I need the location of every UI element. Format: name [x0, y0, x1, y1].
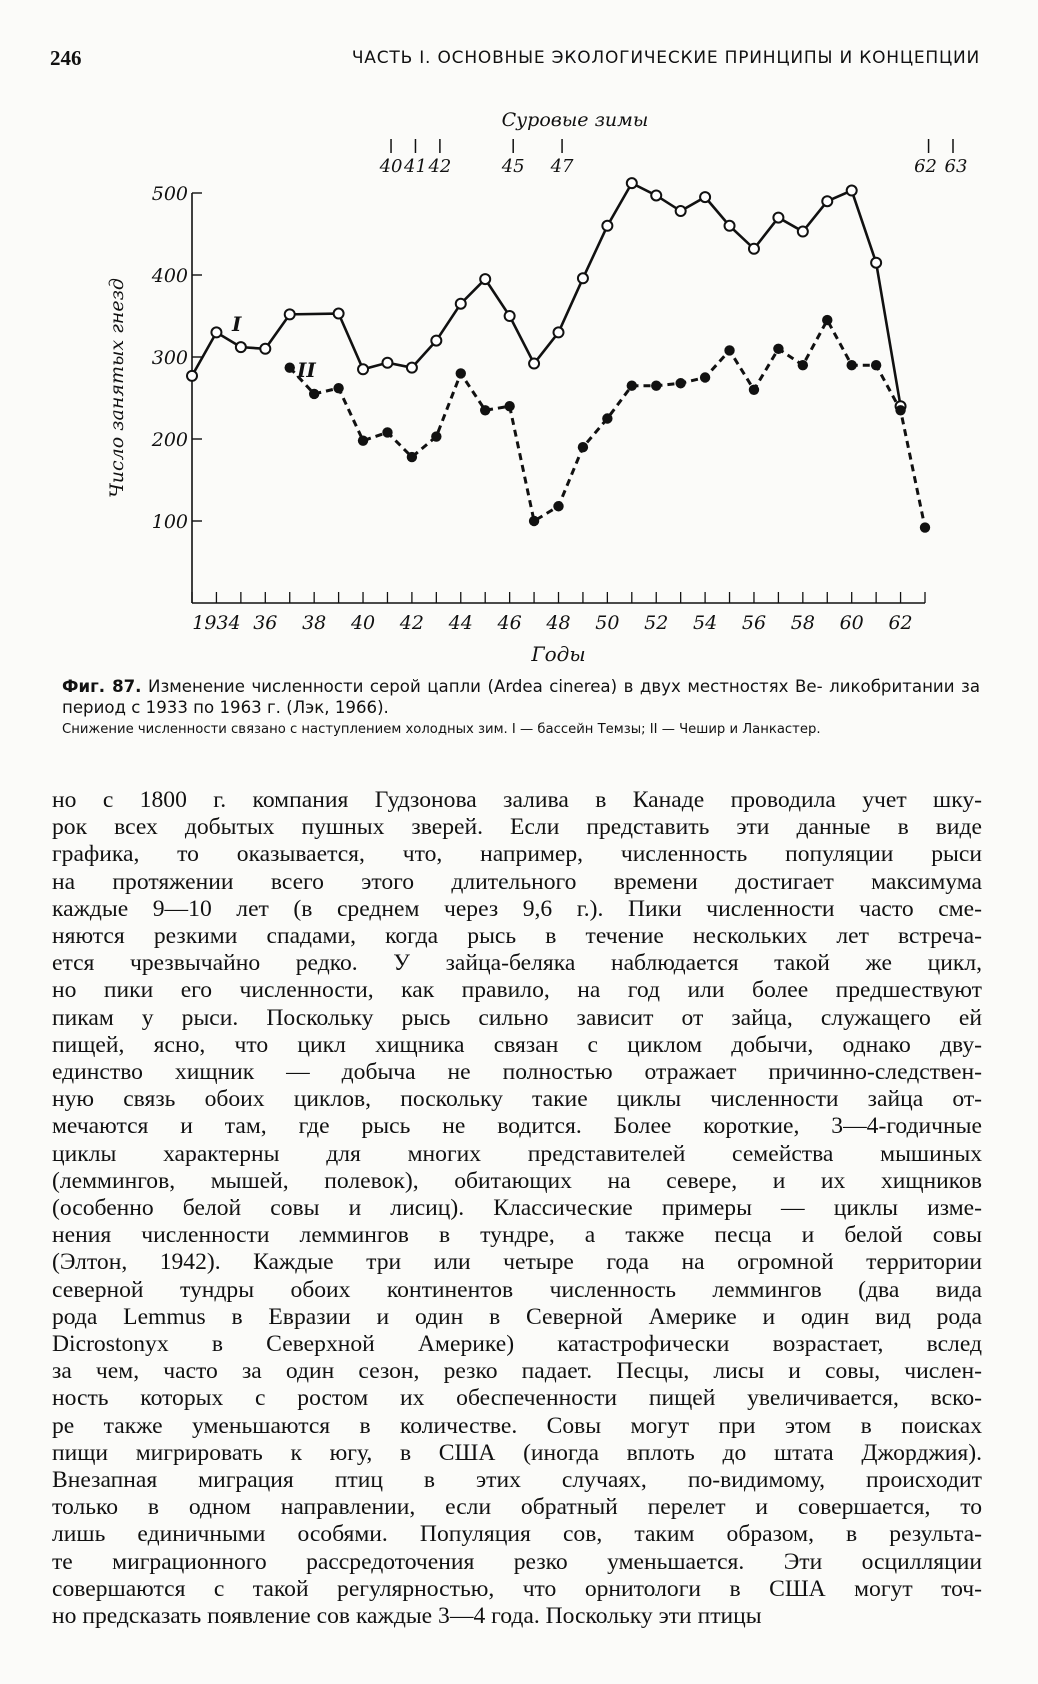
x-tick-label: 54	[693, 612, 718, 634]
series-I-point	[773, 213, 783, 223]
series-I-point	[676, 206, 686, 216]
body-line: рок всех добытых пушных зверей. Если представить эти данные в виде	[52, 814, 982, 841]
x-tick-label: 40	[350, 612, 376, 634]
body-line: рода Lemmus в Евразии и один в Северной Америке и один вид рода	[52, 1303, 982, 1330]
caption-note-line-1: Снижение численности связано с наступлением холодных зим. I — бассейн Темзы; II — Чешир и	[62, 722, 739, 737]
x-tick-label: 60	[839, 612, 864, 634]
body-line: каждые 9—10 лет (в среднем через 9,6 г.). Пики численности часто сме-	[52, 895, 982, 922]
body-line: северной тундры обоих континентов численность леммингов (два вида	[52, 1276, 982, 1303]
x-tick-label: 44	[448, 612, 473, 634]
series-II-point	[480, 405, 490, 415]
body-line: те миграционного рассредоточения резко уменьшается. Эти осцилляции	[52, 1548, 982, 1575]
body-line: ную связь обоих циклов, поскольку такие циклы численности зайца от-	[52, 1086, 982, 1113]
body-line: только в одном направлении, если обратный перелет и совершается, то	[52, 1494, 982, 1521]
figure-label: Фиг. 87.	[62, 677, 142, 696]
series-II-point	[798, 360, 808, 370]
y-tick-label: 500	[151, 183, 188, 205]
series-II-point	[627, 381, 637, 391]
body-line: совершаются с такой регулярностью, что орнитологи в США могут точ-	[52, 1575, 982, 1602]
x-tick-label: 62	[888, 612, 913, 634]
series-I-point	[725, 221, 735, 231]
series-label-I: I	[232, 312, 242, 336]
series-I-point	[822, 196, 832, 206]
series-II-point	[504, 401, 514, 411]
body-line: лишь единичными особями. Популяция сов, таким образом, в результа-	[52, 1521, 982, 1548]
series-I-point	[285, 309, 295, 319]
body-line: пищей, ясно, что цикл хищника связан с циклом добычи, однако дву-	[52, 1031, 982, 1058]
x-tick-label: 42	[399, 612, 424, 634]
body-line: (Элтон, 1942). Каждые три или четыре года на огромной территории	[52, 1249, 982, 1276]
body-line: ность которых с ростом их обеспеченности пищей увеличивается, вско-	[52, 1385, 982, 1412]
series-II-point	[456, 368, 466, 378]
series-II-point	[285, 362, 295, 372]
series-I-point	[749, 244, 759, 254]
series-II-point	[847, 360, 857, 370]
series-I-point	[871, 258, 881, 268]
caption-main	[62, 676, 980, 718]
body-line: Внезапная миграция птиц в этих случаях, по-видимому, происходит	[52, 1467, 982, 1494]
x-tick-label: 52	[644, 612, 669, 634]
series-II-point	[749, 385, 759, 395]
severe-winter-year: 42	[428, 156, 452, 177]
x-tick-label: 36	[253, 612, 278, 634]
series-I-point	[431, 336, 441, 346]
caption-note-line-2: Ланкастер.	[742, 722, 821, 737]
x-tick-label: 58	[790, 612, 815, 634]
caption-note	[62, 722, 980, 738]
y-tick-label: 300	[151, 347, 188, 369]
figure-caption	[62, 676, 980, 738]
series-I-point	[651, 190, 661, 200]
body-line: няются резкими спадами, когда рысь в течение нескольких лет встреча-	[52, 923, 982, 950]
series-I-point	[529, 359, 539, 369]
series-II-point	[333, 383, 343, 393]
body-line: (леммингов, мышей, полевок), обитающих на севере, и их хищников	[52, 1167, 982, 1194]
series-II-line	[290, 320, 925, 527]
x-tick-label: 38	[302, 612, 327, 634]
series-I-point	[407, 363, 417, 373]
series-II-point	[407, 452, 417, 462]
series-II-point	[822, 315, 832, 325]
series-II-point	[431, 431, 441, 441]
x-tick-label: 46	[497, 612, 522, 634]
series-I-point	[187, 371, 197, 381]
series-I-point	[627, 178, 637, 188]
series-I-point	[480, 274, 490, 284]
series-II-point	[578, 442, 588, 452]
body-line: мечаются и там, где рысь не водится. Более короткие, 3—4-годичные	[52, 1113, 982, 1140]
series-label-II: II	[297, 358, 316, 382]
body-line: но предсказать появление сов каждые 3—4 года. Поскольку эти птицы	[52, 1603, 762, 1630]
series-I-point	[211, 327, 221, 337]
series-II-point	[382, 427, 392, 437]
series-II-point	[920, 522, 930, 532]
y-tick-label: 100	[151, 511, 188, 533]
series-I-point	[554, 327, 564, 337]
x-tick-label: 50	[595, 612, 620, 634]
series-I-point	[334, 309, 344, 319]
body-line: но пики его численности, как правило, на год или более предшествуют	[52, 977, 982, 1004]
series-II-point	[895, 405, 905, 415]
series-I-point	[358, 364, 368, 374]
severe-winter-year: 47	[550, 156, 574, 177]
series-II-point	[651, 381, 661, 391]
y-tick-label: 400	[151, 265, 188, 287]
x-tick-label: 48	[546, 612, 571, 634]
caption-line-2: ликобритании за период с 1933 по 1963 г. (Лэк, 1966).	[62, 677, 981, 717]
body-line: (особенно белой совы и лисиц). Классические примеры — циклы изме-	[52, 1195, 982, 1222]
running-title: ЧАСТЬ I. ОСНОВНЫЕ ЭКОЛОГИЧЕСКИЕ ПРИНЦИПЫ И КОНЦЕПЦИИ	[351, 48, 980, 68]
series-II-point	[553, 501, 563, 511]
body-line: циклы характерны для многих представителей семейства мышиных	[52, 1140, 982, 1167]
page-number: 246	[50, 46, 82, 70]
severe-winter-year: 40	[379, 156, 403, 177]
series-II-point	[529, 516, 539, 526]
body-line: графика, то оказывается, что, например, численность популяции рыси	[52, 841, 982, 868]
series-II-point	[675, 378, 685, 388]
series-I-point	[456, 299, 466, 309]
x-axis-label: Годы	[531, 642, 586, 666]
y-tick-label: 200	[151, 429, 188, 451]
body-line: за чем, часто за один сезон, резко падает. Песцы, лисы и совы, числен-	[52, 1358, 982, 1385]
severe-winter-year: 62	[914, 156, 938, 177]
body-line: пищи мигрировать к югу, в США (иногда вплоть до штата Джорджия).	[52, 1439, 982, 1466]
series-II-point	[773, 344, 783, 354]
severe-winters-label: Суровые зимы	[501, 109, 649, 131]
series-I-point	[382, 358, 392, 368]
body-line: пикам у рыси. Поскольку рысь сильно зависит от зайца, служащего ей	[52, 1004, 982, 1031]
series-I-point	[847, 186, 857, 196]
body-line: Dicrostonyx в Северхной Америке) катастрофически возрастает, вслед	[52, 1331, 982, 1358]
severe-winter-year: 45	[501, 156, 525, 177]
series-I-point	[798, 227, 808, 237]
severe-winter-year: 63	[944, 156, 968, 177]
series-I-point	[602, 221, 612, 231]
series-II-point	[358, 435, 368, 445]
series-II-point	[871, 360, 881, 370]
series-II-point	[700, 372, 710, 382]
series-I-point	[578, 273, 588, 283]
series-I-point	[700, 192, 710, 202]
body-line: на протяжении всего этого длительного времени достигает максимума	[52, 868, 982, 895]
y-axis-label: Число занятых гнезд	[106, 278, 128, 498]
body-line: единство хищник — добыча не полностью отражает причинно-следствен-	[52, 1059, 982, 1086]
x-tick-label: 56	[741, 612, 767, 634]
caption-line-1: Изменение численности серой цапли (Ardea cinerea) в двух местностях Ве-	[148, 677, 823, 696]
body-line: ре также уменьшаются в количестве. Совы могут при этом в поисках	[52, 1412, 982, 1439]
body-line: ется чрезвычайно редко. У зайца-беляка наблюдается такой же цикл,	[52, 950, 982, 977]
figure-87-chart	[0, 0, 1038, 676]
x-tick-label: 1934	[192, 612, 241, 634]
series-I-point	[236, 342, 246, 352]
severe-winter-year: 41	[404, 156, 427, 177]
series-II-point	[309, 389, 319, 399]
body-line: нения численности леммингов в тундре, а также песца и белой совы	[52, 1222, 982, 1249]
body-text	[52, 787, 982, 1630]
series-II-point	[724, 345, 734, 355]
body-line: но с 1800 г. компания Гудзонова залива в Канаде проводила учет шку-	[52, 787, 982, 813]
series-II-point	[602, 413, 612, 423]
series-I-point	[505, 311, 515, 321]
series-I-point	[260, 344, 270, 354]
